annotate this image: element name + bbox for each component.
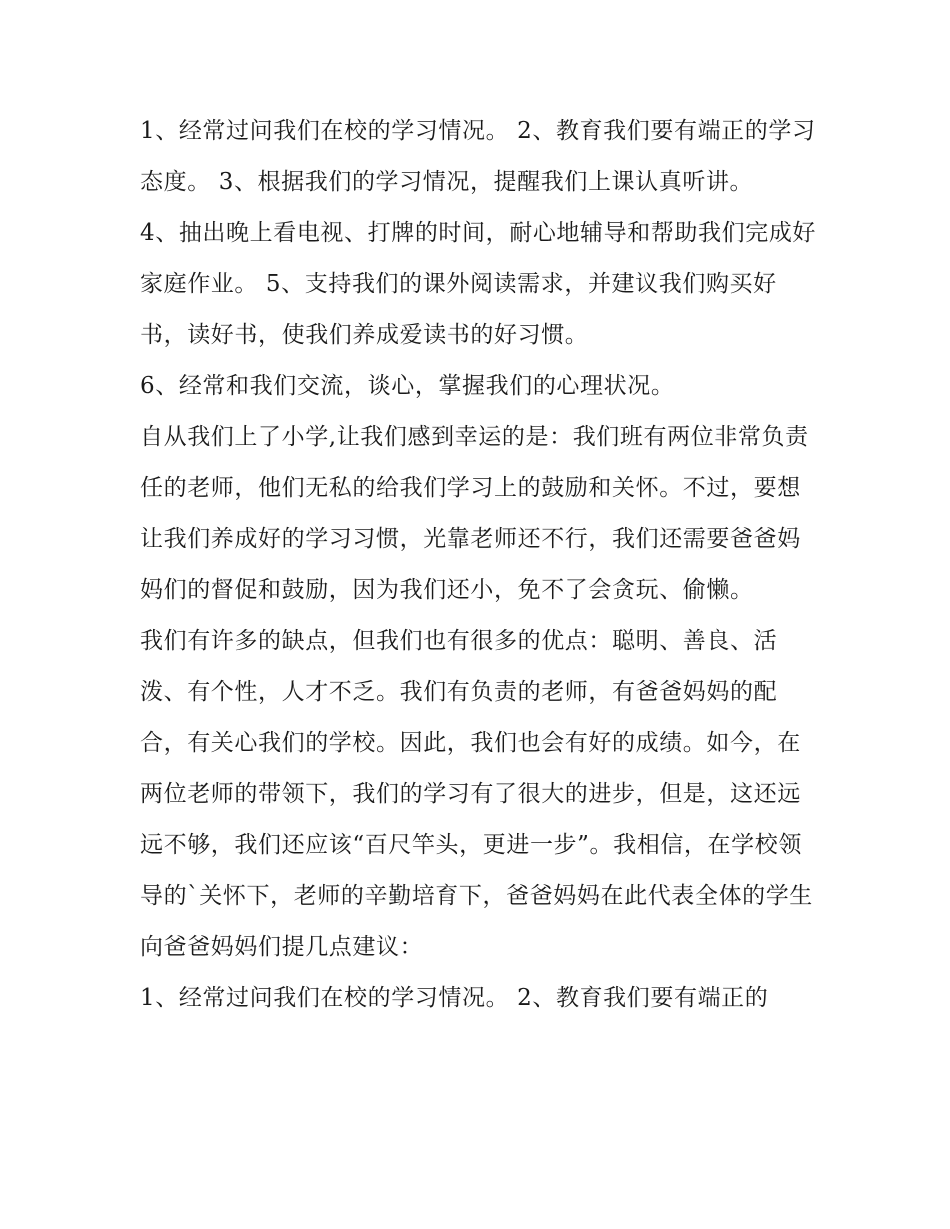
paragraph-suggestions-repeat: 1、经常过问我们在校的学习情况。 2、教育我们要有端正的	[140, 985, 769, 1011]
document-body	[140, 106, 820, 1024]
paragraph-suggestions-1-3: 1、经常过问我们在校的学习情况。 2、教育我们要有端正的学习态度。 3、根据我们的学习情况，提醒我们上课认真听讲。	[140, 118, 816, 195]
paragraph-suggestions-4-5: 4、抽出晚上看电视、打牌的时间，耐心地辅导和帮助我们完成好家庭作业。 5、支持我们的课外阅读需求，并建议我们购买好书，读好书，使我们养成爱读书的好习惯。	[140, 220, 817, 348]
paragraph-teachers: 自从我们上了小学,让我们感到幸运的是：我们班有两位非常负责任的老师，他们无私的给我们学习上的鼓励和关怀。不过，要想让我们养成好的学习习惯，光靠老师还不行，我们还需要爸爸妈妈们的督促和鼓励，因为我们还小，免不了会贪玩、偷懒。	[140, 424, 809, 603]
paragraph-strengths: 我们有许多的缺点，但我们也有很多的优点：聪明、善良、活泼、有个性，人才不乏。我们有负责的老师，有爸爸妈妈的配合，有关心我们的学校。因此，我们也会有好的成绩。如今，在两位老师的带领下，我们的学习有了很大的进步，但是，这还远远不够，我们还应该“百尺竿头，更进一步”。我相信，在学校领导的`关怀下，老师的辛勤培育下，爸爸妈妈在此代表全体的学生向爸爸妈妈们提几点建议：	[140, 628, 813, 960]
paragraph-suggestion-6: 6、经常和我们交流，谈心，掌握我们的心理状况。	[140, 373, 675, 399]
